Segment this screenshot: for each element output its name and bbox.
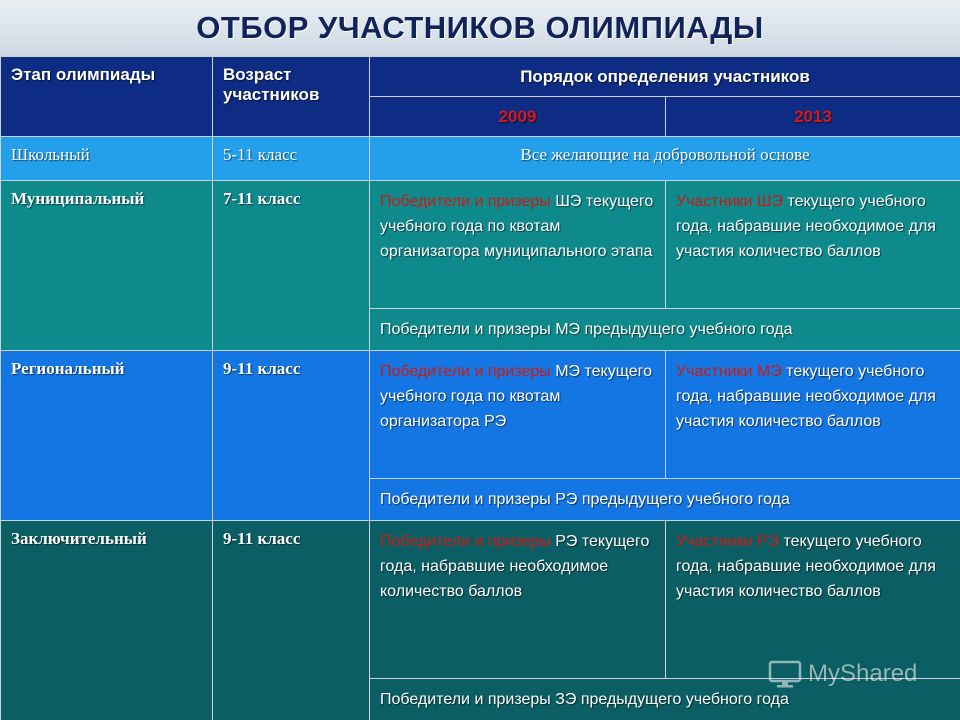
rule-2013-text: текущего учебного года, набравшие необходимое для участия количество баллов — [676, 193, 936, 260]
rule-2009-text: МЭ текущего учебного года по квотам организатора РЭ — [380, 363, 652, 430]
rule-2013-text: текущего учебного года, набравшие необходимое для участия количество баллов — [676, 533, 936, 600]
rule-2013-highlight: Участники РЭ — [676, 533, 780, 550]
stage-cell: Заключительный — [1, 521, 213, 720]
page-title: ОТБОР УЧАСТНИКОВ ОЛИМПИАДЫ — [196, 10, 764, 45]
age-cell: 9-11 класс — [213, 351, 370, 521]
rule-2009-highlight: Победители и призеры — [380, 533, 551, 550]
previous-year-cell: Победители и призеры МЭ предыдущего учебного года — [370, 309, 960, 351]
rule-2009-cell — [370, 521, 666, 679]
rule-2009-highlight: Победители и призеры — [380, 363, 551, 380]
selection-table — [0, 56, 960, 720]
header-order: Порядок определения участников — [370, 57, 960, 97]
rule-2009-cell — [370, 181, 666, 309]
table-row — [1, 137, 960, 181]
age-cell: 7-11 класс — [213, 181, 370, 351]
header-row — [1, 57, 960, 97]
all-participants-cell: Все желающие на добровольной основе — [370, 137, 960, 181]
table-row — [1, 351, 960, 479]
rule-2013-highlight: Участники ШЭ — [676, 193, 784, 210]
header-age: Возраст участников — [213, 57, 370, 137]
rule-2009-highlight: Победители и призеры — [380, 193, 551, 210]
rule-2013-cell — [666, 521, 960, 679]
table-row — [1, 181, 960, 309]
title-bar — [0, 0, 960, 56]
rule-2009-cell — [370, 351, 666, 479]
header-stage: Этап олимпиады — [1, 57, 213, 137]
previous-year-cell: Победители и призеры ЗЭ предыдущего учебного года — [370, 679, 960, 720]
rule-2013-cell — [666, 351, 960, 479]
rule-2009-text: ШЭ текущего учебного года по квотам организатора муниципального этапа — [380, 193, 654, 260]
table-row — [1, 521, 960, 679]
watermark-text: MyShared — [808, 660, 918, 687]
rule-2013-highlight: Участники МЭ — [676, 363, 782, 380]
age-cell: 9-11 класс — [213, 521, 370, 720]
header-year-2013: 2013 — [666, 97, 960, 137]
stage-cell: Региональный — [1, 351, 213, 521]
rule-2013-text: текущего учебного года, набравшие необходимое для участия количество баллов — [676, 363, 936, 430]
rule-2013-cell — [666, 181, 960, 309]
previous-year-cell: Победители и призеры РЭ предыдущего учебного года — [370, 479, 960, 521]
rule-2009-text: РЭ текущего года, набравшие необходимое количество баллов — [380, 533, 650, 600]
header-year-2009: 2009 — [370, 97, 666, 137]
stage-cell: Школьный — [1, 137, 213, 181]
age-cell: 5-11 класс — [213, 137, 370, 181]
stage-cell: Муниципальный — [1, 181, 213, 351]
